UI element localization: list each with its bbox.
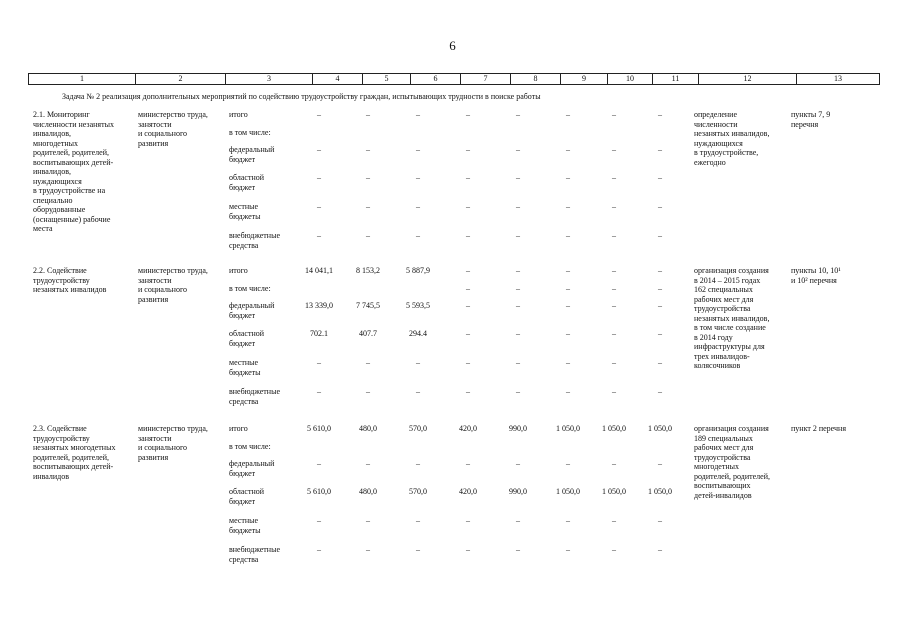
measure-name: 2.3. Содействие трудоустройству незанятых многодетных родителей, родителей, воспитывающих детей- инвалидов <box>33 424 116 481</box>
funding-source: внебюджетные средства <box>229 231 280 250</box>
result-description: организация создания в 2014 – 2015 годах 162 специальных рабочих мест для трудоустройства незанятых инвалидов, в том числе создание в 2014 году инфраструктуры для трех инвалидов- колясочников <box>694 266 770 370</box>
amount-cell: – <box>566 545 570 554</box>
amount-cell: – <box>516 202 520 211</box>
amount-cell: – <box>566 266 570 275</box>
amount-cell: – <box>466 301 470 310</box>
amount-cell: – <box>516 516 520 525</box>
header-col-12: 12 <box>699 74 797 84</box>
amount-cell: – <box>466 202 470 211</box>
funding-source: областной бюджет <box>229 487 265 506</box>
amount-cell: 570,0 <box>409 487 427 496</box>
amount-cell: – <box>366 202 370 211</box>
amount-cell: – <box>516 329 520 338</box>
amount-cell: 420,0 <box>459 424 477 433</box>
header-col-1: 1 <box>29 74 136 84</box>
amount-cell: 13 339,0 <box>305 301 333 310</box>
amount-cell: 5 593,5 <box>406 301 430 310</box>
result-description: организация создания 189 специальных рабочих мест для трудоустройства многодетных родителей, родителей, воспитывающих детей-инвалидов <box>694 424 770 500</box>
measure-name: 2.1. Мониторинг численности незанятых инвалидов, многодетных родителей, родителей, воспитывающих детей- инвалидов, нуждающихся в трудоустройстве на специально оборудованные (оснащенные) рабочие места <box>33 110 114 233</box>
amount-cell: – <box>416 459 420 468</box>
amount-cell: 990,0 <box>509 487 527 496</box>
header-col-11: 11 <box>653 74 699 84</box>
page-number: 6 <box>449 38 456 53</box>
amount-cell: – <box>516 145 520 154</box>
amount-cell: – <box>566 231 570 240</box>
executor: министерство труда, занятости и социального развития <box>138 266 208 304</box>
amount-cell: – <box>516 284 520 293</box>
amount-cell: 1 050,0 <box>648 487 672 496</box>
amount-cell: – <box>466 110 470 119</box>
measure-name: 2.2. Содействие трудоустройству незанятых инвалидов <box>33 266 107 294</box>
header-col-3: 3 <box>226 74 313 84</box>
amount-cell: – <box>658 173 662 182</box>
amount-cell: – <box>612 358 616 367</box>
task-title: Задача № 2 реализация дополнительных мероприятий по содействию трудоустройству граждан, испытывающих трудности в поиске работы <box>62 92 541 101</box>
funding-source: внебюджетные средства <box>229 545 280 564</box>
funding-source: в том числе: <box>229 442 271 451</box>
amount-cell: – <box>612 301 616 310</box>
amount-cell: – <box>658 266 662 275</box>
amount-cell: – <box>416 173 420 182</box>
amount-cell: – <box>612 387 616 396</box>
amount-cell: – <box>416 545 420 554</box>
amount-cell: – <box>658 145 662 154</box>
amount-cell: – <box>317 459 321 468</box>
amount-cell: – <box>516 110 520 119</box>
amount-cell: 14 041,1 <box>305 266 333 275</box>
amount-cell: – <box>317 358 321 367</box>
amount-cell: – <box>366 110 370 119</box>
amount-cell: – <box>516 266 520 275</box>
amount-cell: – <box>658 301 662 310</box>
funding-source: областной бюджет <box>229 329 265 348</box>
amount-cell: – <box>466 173 470 182</box>
amount-cell: – <box>612 459 616 468</box>
amount-cell: 8 153,2 <box>356 266 380 275</box>
amount-cell: – <box>658 329 662 338</box>
amount-cell: – <box>566 284 570 293</box>
amount-cell: – <box>366 545 370 554</box>
amount-cell: – <box>566 110 570 119</box>
amount-cell: – <box>416 110 420 119</box>
table-header <box>28 73 880 85</box>
amount-cell: 480,0 <box>359 487 377 496</box>
amount-cell: 480,0 <box>359 424 377 433</box>
amount-cell: – <box>366 516 370 525</box>
amount-cell: – <box>317 545 321 554</box>
reference: пункт 2 перечня <box>791 424 847 433</box>
header-col-10: 10 <box>608 74 653 84</box>
amount-cell: – <box>612 545 616 554</box>
amount-cell: – <box>658 202 662 211</box>
amount-cell: – <box>317 516 321 525</box>
amount-cell: – <box>466 459 470 468</box>
amount-cell: – <box>317 110 321 119</box>
amount-cell: 1 050,0 <box>602 424 626 433</box>
amount-cell: – <box>566 145 570 154</box>
funding-source: местные бюджеты <box>229 202 261 221</box>
amount-cell: – <box>658 284 662 293</box>
amount-cell: – <box>317 231 321 240</box>
amount-cell: 294.4 <box>409 329 427 338</box>
header-col-9: 9 <box>561 74 608 84</box>
funding-source: федеральный бюджет <box>229 459 275 478</box>
amount-cell: – <box>416 358 420 367</box>
header-col-4: 4 <box>313 74 363 84</box>
amount-cell: – <box>317 173 321 182</box>
amount-cell: – <box>466 358 470 367</box>
amount-cell: 420,0 <box>459 487 477 496</box>
amount-cell: 702.1 <box>310 329 328 338</box>
funding-source: в том числе: <box>229 128 271 137</box>
funding-source: местные бюджеты <box>229 358 261 377</box>
amount-cell: – <box>516 459 520 468</box>
executor: министерство труда, занятости и социального развития <box>138 110 208 148</box>
amount-cell: 1 050,0 <box>602 487 626 496</box>
amount-cell: – <box>612 145 616 154</box>
header-col-8: 8 <box>511 74 561 84</box>
amount-cell: – <box>416 231 420 240</box>
amount-cell: – <box>658 459 662 468</box>
amount-cell: – <box>416 202 420 211</box>
amount-cell: – <box>658 516 662 525</box>
amount-cell: – <box>658 110 662 119</box>
amount-cell: – <box>516 545 520 554</box>
amount-cell: – <box>516 387 520 396</box>
amount-cell: 1 050,0 <box>648 424 672 433</box>
funding-source: итого <box>229 266 248 275</box>
amount-cell: – <box>466 516 470 525</box>
amount-cell: – <box>516 231 520 240</box>
amount-cell: – <box>466 545 470 554</box>
funding-source: областной бюджет <box>229 173 265 192</box>
funding-source: федеральный бюджет <box>229 301 275 320</box>
amount-cell: 7 745,5 <box>356 301 380 310</box>
amount-cell: – <box>466 284 470 293</box>
amount-cell: – <box>612 266 616 275</box>
amount-cell: – <box>658 545 662 554</box>
amount-cell: 1 050,0 <box>556 487 580 496</box>
header-col-5: 5 <box>363 74 411 84</box>
amount-cell: – <box>416 387 420 396</box>
amount-cell: – <box>566 301 570 310</box>
header-col-13: 13 <box>834 74 842 83</box>
reference: пункты 10, 10¹ и 10² перечня <box>791 266 841 285</box>
amount-cell: – <box>566 202 570 211</box>
amount-cell: – <box>317 145 321 154</box>
amount-cell: – <box>366 459 370 468</box>
amount-cell: 407.7 <box>359 329 377 338</box>
amount-cell: – <box>516 301 520 310</box>
amount-cell: – <box>466 231 470 240</box>
header-col-7: 7 <box>461 74 511 84</box>
amount-cell: – <box>658 231 662 240</box>
amount-cell: – <box>466 329 470 338</box>
amount-cell: 5 610,0 <box>307 487 331 496</box>
amount-cell: – <box>366 387 370 396</box>
amount-cell: – <box>658 387 662 396</box>
amount-cell: – <box>566 358 570 367</box>
amount-cell: – <box>566 173 570 182</box>
amount-cell: – <box>516 173 520 182</box>
amount-cell: 1 050,0 <box>556 424 580 433</box>
funding-source: внебюджетные средства <box>229 387 280 406</box>
funding-source: итого <box>229 424 248 433</box>
amount-cell: – <box>466 387 470 396</box>
amount-cell: – <box>466 145 470 154</box>
amount-cell: – <box>612 173 616 182</box>
amount-cell: – <box>612 110 616 119</box>
amount-cell: – <box>366 358 370 367</box>
amount-cell: – <box>466 266 470 275</box>
amount-cell: – <box>612 329 616 338</box>
funding-source: в том числе: <box>229 284 271 293</box>
amount-cell: – <box>566 459 570 468</box>
reference: пункты 7, 9 перечня <box>791 110 831 129</box>
amount-cell: – <box>566 516 570 525</box>
amount-cell: – <box>658 358 662 367</box>
amount-cell: 5 887,9 <box>406 266 430 275</box>
amount-cell: – <box>516 358 520 367</box>
amount-cell: – <box>366 173 370 182</box>
amount-cell: – <box>416 516 420 525</box>
result-description: определение численности незанятых инвалидов, нуждающихся в трудоустройстве, ежегодно <box>694 110 770 167</box>
amount-cell: – <box>612 284 616 293</box>
amount-cell: – <box>612 231 616 240</box>
amount-cell: – <box>317 202 321 211</box>
amount-cell: – <box>317 387 321 396</box>
funding-source: местные бюджеты <box>229 516 261 535</box>
amount-cell: – <box>366 145 370 154</box>
header-col-2: 2 <box>136 74 226 84</box>
funding-source: итого <box>229 110 248 119</box>
amount-cell: 570,0 <box>409 424 427 433</box>
amount-cell: – <box>612 202 616 211</box>
amount-cell: – <box>416 145 420 154</box>
amount-cell: – <box>612 516 616 525</box>
executor: министерство труда, занятости и социального развития <box>138 424 208 462</box>
amount-cell: 990,0 <box>509 424 527 433</box>
header-col-6: 6 <box>411 74 461 84</box>
amount-cell: 5 610,0 <box>307 424 331 433</box>
funding-source: федеральный бюджет <box>229 145 275 164</box>
amount-cell: – <box>366 231 370 240</box>
amount-cell: – <box>566 387 570 396</box>
amount-cell: – <box>566 329 570 338</box>
